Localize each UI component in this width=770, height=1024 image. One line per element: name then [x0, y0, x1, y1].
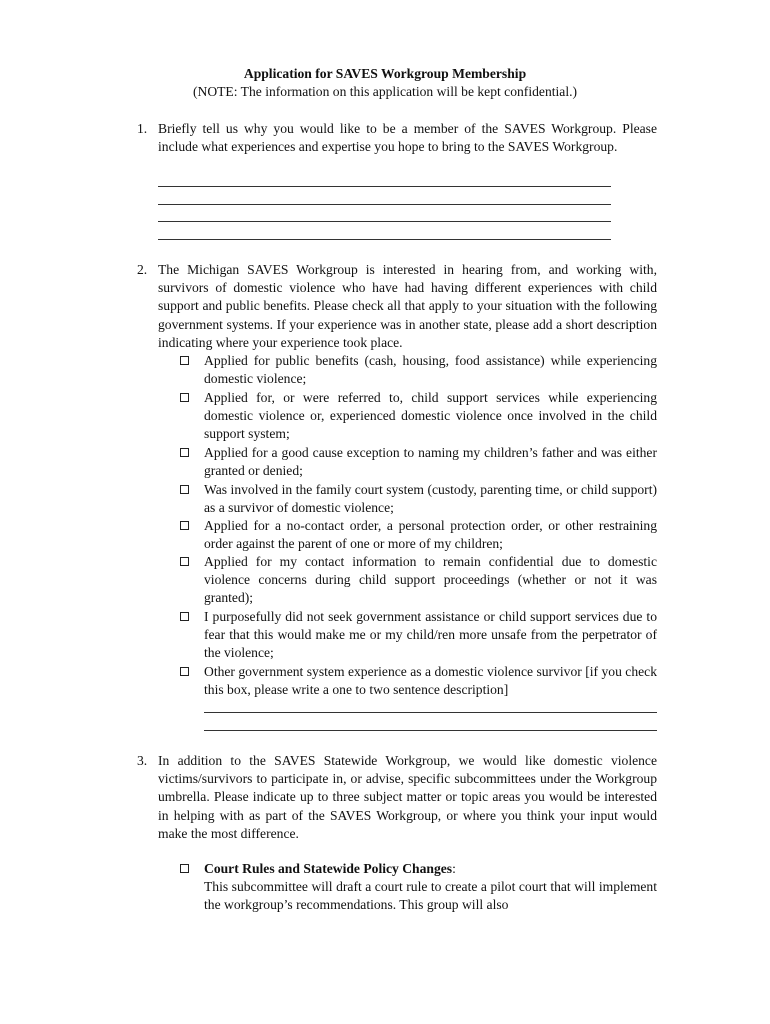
subcommittee-body: [204, 860, 657, 915]
question-1: [137, 120, 657, 156]
option-label: Applied for a good cause exception to naming my children’s father and was either granted or denied;: [204, 445, 657, 479]
option-child-support-services: [180, 389, 657, 444]
option-no-contact-order: [180, 517, 657, 553]
description-line-2[interactable]: [204, 730, 657, 731]
question-2-text: The Michigan SAVES Workgroup is interested in hearing from, and working with, survivors of domestic violence who have had having different experiences with child support and public benefits. Please check all that apply to your situation with the following government systems. If your experience was in another state, please add a short description indicating where your experience took place.: [158, 262, 657, 350]
option-label: Applied for a no-contact order, a personal protection order, or other restraining order against the parent of one or more of my children;: [204, 518, 657, 552]
question-2: [137, 261, 657, 352]
confidentiality-note: (NOTE: The information on this application will be kept confidential.): [192, 84, 578, 99]
option-did-not-seek-assistance: [180, 608, 657, 663]
question-3-text: In addition to the SAVES Statewide Workgroup, we would like domestic violence victims/survivors to participate in, or advise, specific subcommittees under the Workgroup umbrella. Please indicate up to three subject matter or topic areas you would be interested in helping with as part of the SAVES Workgroup, or where you think your input would make the most difference.: [158, 753, 657, 841]
option-good-cause-exception: [180, 444, 657, 480]
checkbox[interactable]: [180, 485, 189, 494]
option-public-benefits: [180, 352, 657, 388]
description-line-1[interactable]: [204, 712, 657, 713]
option-label: Was involved in the family court system (custody, parenting time, or child support) as a survivor of domestic violence;: [204, 482, 657, 516]
option-label: Applied for public benefits (cash, housing, food assistance) while experiencing domestic violence;: [204, 353, 657, 387]
checkbox[interactable]: [180, 864, 189, 873]
checkbox[interactable]: [180, 667, 189, 676]
answer-line-2[interactable]: [158, 204, 611, 205]
option-label: Applied for my contact information to remain confidential due to domestic violence concerns during child support proceedings (whether or not it was granted);: [204, 554, 657, 606]
checkbox[interactable]: [180, 612, 189, 621]
checkbox[interactable]: [180, 557, 189, 566]
option-family-court: [180, 481, 657, 517]
answer-line-1[interactable]: [158, 186, 611, 187]
checkbox[interactable]: [180, 521, 189, 530]
option-other-experience: [180, 663, 657, 699]
option-confidential-contact: [180, 553, 657, 608]
subcommittee-colon: :: [452, 861, 456, 876]
answer-line-3[interactable]: [158, 221, 611, 222]
option-label: Applied for, or were referred to, child support services while experiencing domestic violence or, experienced domestic violence once involved in the child support system;: [204, 390, 657, 442]
option-label: I purposefully did not seek government assistance or child support services due to fear that this would make me or my child/ren more unsafe from the perpetrator of the violence;: [204, 609, 657, 661]
question-2-number: 2.: [137, 262, 148, 277]
page-title: Application for SAVES Workgroup Membership: [243, 66, 527, 81]
question-1-text: Briefly tell us why you would like to be a member of the SAVES Workgroup. Please include what experiences and expertise you hope to bring to the SAVES Workgroup.: [158, 121, 657, 155]
subcommittee-title: Court Rules and Statewide Policy Changes: [204, 861, 453, 876]
subcommittee-description: This subcommittee will draft a court rule to create a pilot court that will implement the workgroup’s recommendations. This group will also: [204, 879, 657, 913]
option-label: Other government system experience as a domestic violence survivor [if you check this box, please write a one to two sentence description]: [204, 664, 657, 698]
answer-line-4[interactable]: [158, 239, 611, 240]
question-3: [137, 752, 657, 843]
checkbox[interactable]: [180, 393, 189, 402]
question-1-number: 1.: [137, 121, 148, 136]
subcommittee-court-rules: [180, 860, 657, 915]
checkbox[interactable]: [180, 448, 189, 457]
checkbox[interactable]: [180, 356, 189, 365]
question-3-number: 3.: [137, 753, 148, 768]
